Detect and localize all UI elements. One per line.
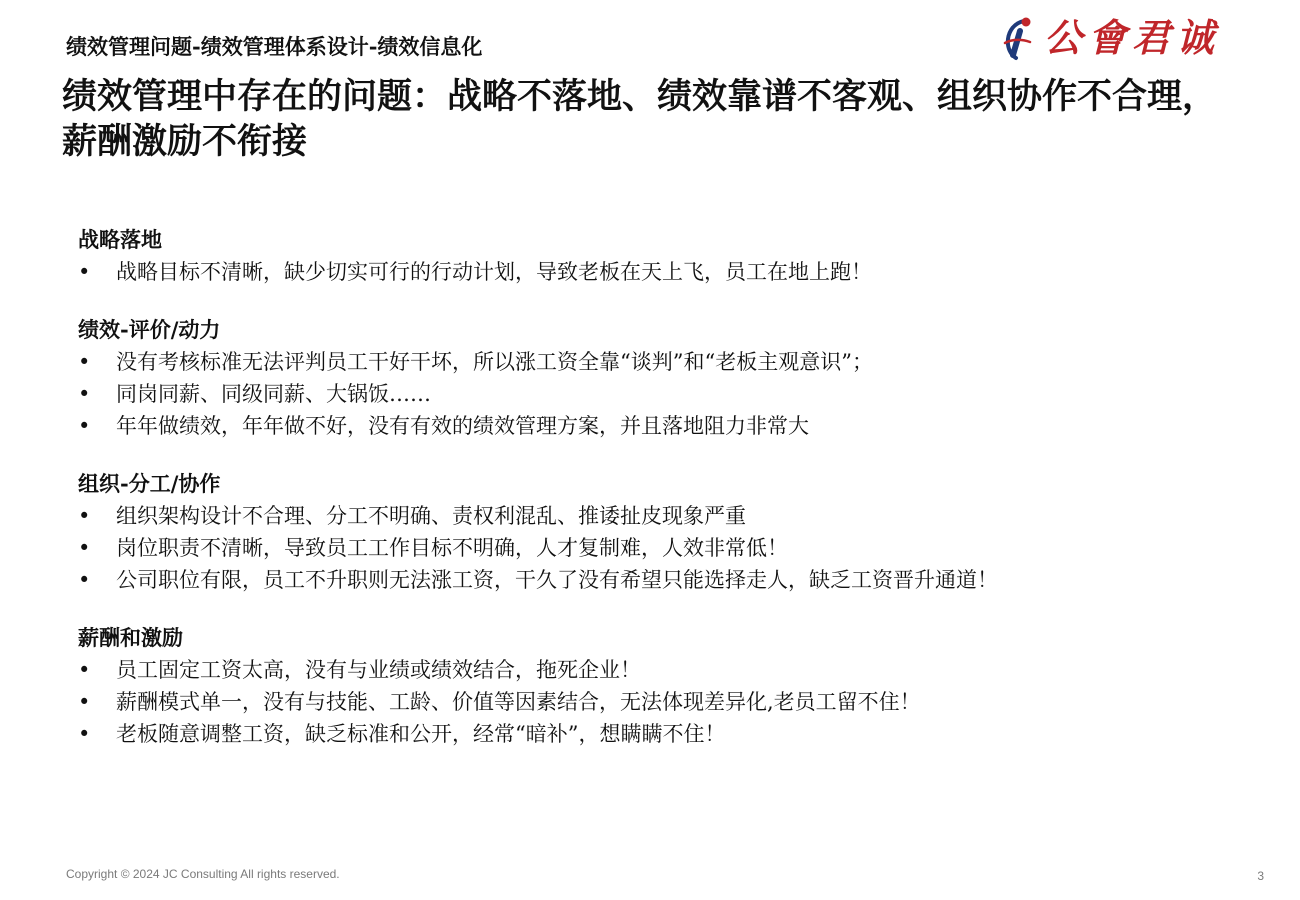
company-logo bbox=[1000, 12, 1240, 64]
section-heading: 组织-分工/协作 bbox=[78, 471, 221, 496]
section-organization bbox=[78, 468, 1258, 596]
bullet-list bbox=[78, 346, 1258, 442]
bullet-text: 员工固定工资太高，没有与业绩或绩效结合，拖死企业！ bbox=[116, 658, 641, 682]
page-number: 3 bbox=[1257, 869, 1264, 883]
jc-logo-mark-icon bbox=[1000, 15, 1034, 61]
bullet-item bbox=[78, 378, 1258, 410]
bullet-icon: • bbox=[78, 504, 91, 528]
bullet-icon: • bbox=[78, 382, 91, 406]
section-compensation bbox=[78, 622, 1258, 750]
bullet-icon: • bbox=[78, 690, 91, 714]
bullet-list bbox=[78, 256, 1258, 288]
problem-list bbox=[78, 224, 1258, 776]
bullet-text: 薪酬模式单一，没有与技能、工龄、价值等因素结合，无法体现差异化,老员工留不住！ bbox=[116, 690, 921, 714]
section-performance bbox=[78, 314, 1258, 442]
bullet-item bbox=[78, 532, 1258, 564]
bullet-item bbox=[78, 410, 1258, 442]
section-heading: 绩效-评价/动力 bbox=[78, 317, 221, 342]
bullet-item bbox=[78, 256, 1258, 288]
bullet-icon: • bbox=[78, 722, 91, 746]
bullet-text: 没有考核标准无法评判员工干好干坏，所以涨工资全靠“谈判”和“老板主观意识”； bbox=[116, 350, 873, 374]
bullet-list bbox=[78, 654, 1258, 750]
bullet-icon: • bbox=[78, 260, 91, 284]
bullet-icon: • bbox=[78, 414, 91, 438]
bullet-text: 组织架构设计不合理、分工不明确、责权利混乱、推诿扯皮现象严重 bbox=[116, 504, 746, 528]
bullet-text: 公司职位有限，员工不升职则无法涨工资，干久了没有希望只能选择走人，缺乏工资晋升通道！ bbox=[116, 568, 998, 592]
bullet-icon: • bbox=[78, 568, 91, 592]
bullet-item bbox=[78, 654, 1258, 686]
bullet-item bbox=[78, 686, 1258, 718]
bullet-item bbox=[78, 346, 1258, 378]
breadcrumb: 绩效管理问题-绩效管理体系设计-绩效信息化 bbox=[66, 34, 483, 59]
section-heading: 战略落地 bbox=[78, 227, 162, 252]
bullet-text: 岗位职责不清晰，导致员工工作目标不明确，人才复制难，人效非常低！ bbox=[116, 536, 788, 560]
bullet-item bbox=[78, 718, 1258, 750]
bullet-icon: • bbox=[78, 658, 91, 682]
copyright-notice: Copyright © 2024 JC Consulting All rights reserved. bbox=[66, 867, 340, 881]
section-heading: 薪酬和激励 bbox=[78, 625, 183, 650]
section-strategy bbox=[78, 224, 1258, 288]
bullet-item bbox=[78, 564, 1258, 596]
bullet-text: 战略目标不清晰，缺少切实可行的行动计划，导致老板在天上飞，员工在地上跑！ bbox=[116, 260, 872, 284]
bullet-text: 老板随意调整工资，缺乏标准和公开，经常“暗补”，想瞒瞒不住！ bbox=[116, 722, 726, 746]
bullet-icon: • bbox=[78, 350, 91, 374]
bullet-list bbox=[78, 500, 1258, 596]
page-title: 绩效管理中存在的问题：战略不落地、绩效靠谱不客观、组织协作不合理，薪酬激励不衔接 bbox=[62, 76, 1218, 162]
logo-text: 公會君诚 bbox=[1044, 15, 1221, 60]
bullet-icon: • bbox=[78, 536, 91, 560]
bullet-text: 同岗同薪、同级同薪、大锅饭…… bbox=[116, 382, 431, 406]
bullet-item bbox=[78, 500, 1258, 532]
bullet-text: 年年做绩效，年年做不好，没有有效的绩效管理方案，并且落地阻力非常大 bbox=[116, 414, 809, 438]
